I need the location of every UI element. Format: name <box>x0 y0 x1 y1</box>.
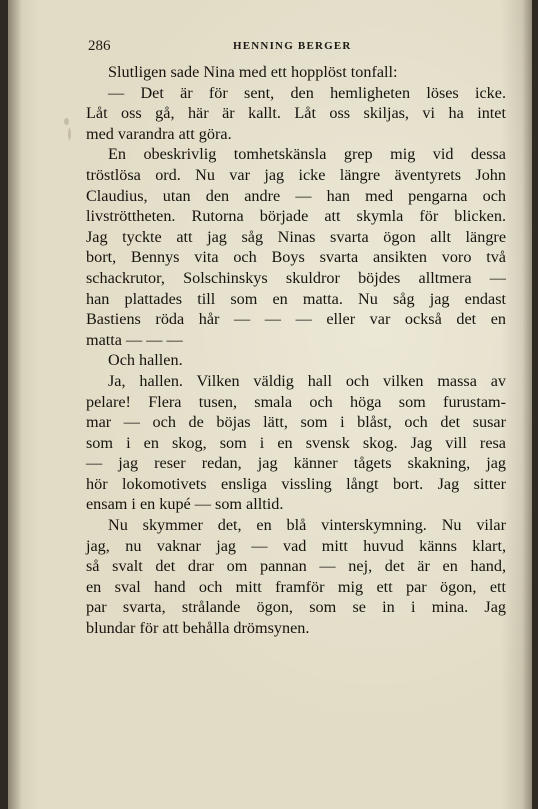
text-line: hör lokomotivets ensliga vissling långt bort. Jag sitter <box>86 474 506 493</box>
text-line: pelare! Flera tusen, smala och höga som furustam- <box>86 392 506 411</box>
text-line: Ja, hallen. Vilken väldig hall och vilken massa av <box>108 371 506 390</box>
text-line: mar — och de böjas lätt, som i blåst, och det susar <box>86 413 506 432</box>
text-line: — Det är för sent, den hemligheten löses icke. <box>108 83 506 102</box>
text-line: Och hallen. <box>108 351 183 370</box>
running-head: HENNING BERGER <box>233 40 352 52</box>
text-line: Claudius, utan den andre — han med pengarna och <box>86 186 506 205</box>
book-page <box>8 0 532 809</box>
page-number: 286 <box>88 38 111 54</box>
text-line: Jag tyckte att jag såg Ninas svarta ögon allt längre <box>86 227 506 246</box>
text-line: en sval hand och mitt framför mig ett par ögon, ett <box>86 577 506 596</box>
text-line: livströttheten. Rutorna började att skymla för blicken. <box>86 207 506 226</box>
text-line: som i en skog, som i en svensk skog. Jag vill resa <box>86 433 506 452</box>
text-line: tröstlösa ord. Nu var jag icke längre äventyrets John <box>86 165 506 184</box>
text-line: Låt oss gå, här är kallt. Låt oss skiljas, vi ha intet <box>86 104 506 123</box>
text-line: ensam i en kupé — som alltid. <box>86 495 284 514</box>
paper-stain <box>64 118 69 125</box>
text-line: En obeskrivlig tomhetskänsla grep mig vid dessa <box>108 145 506 164</box>
page-header <box>88 38 508 56</box>
text-line: par svarta, strålande ögon, som se in i mina. Jag <box>86 598 506 617</box>
text-line: jag, nu vaknar jag — vad mitt huvud känns klart, <box>86 536 506 555</box>
text-line: Slutligen sade Nina med ett hopplöst tonfall: <box>108 63 398 81</box>
body-text <box>86 62 506 639</box>
text-line: han plattades till som en matta. Nu såg jag endast <box>86 289 506 308</box>
paper-stain <box>68 128 71 140</box>
spine-shadow <box>8 0 22 809</box>
text-line: schackrutor, Solschinskys skuldror böjdes alltmera — <box>86 268 506 287</box>
text-line: — jag reser redan, jag känner tågets skakning, jag <box>86 454 506 473</box>
text-line: bort, Bennys vita och Boys svarta ansikten voro två <box>86 248 506 267</box>
page-edge-shadow <box>522 0 532 809</box>
text-line: så svalt det drar om pannan — nej, det är en hand, <box>86 557 506 576</box>
text-line: Bastiens röda hår — — — eller var också det en <box>86 310 506 329</box>
text-line: blundar för att behålla drömsynen. <box>86 619 310 638</box>
text-line: med varandra att göra. <box>86 124 232 143</box>
text-line: matta — — — <box>86 330 183 349</box>
text-line: Nu skymmer det, en blå vinterskymning. Nu vilar <box>108 516 506 535</box>
